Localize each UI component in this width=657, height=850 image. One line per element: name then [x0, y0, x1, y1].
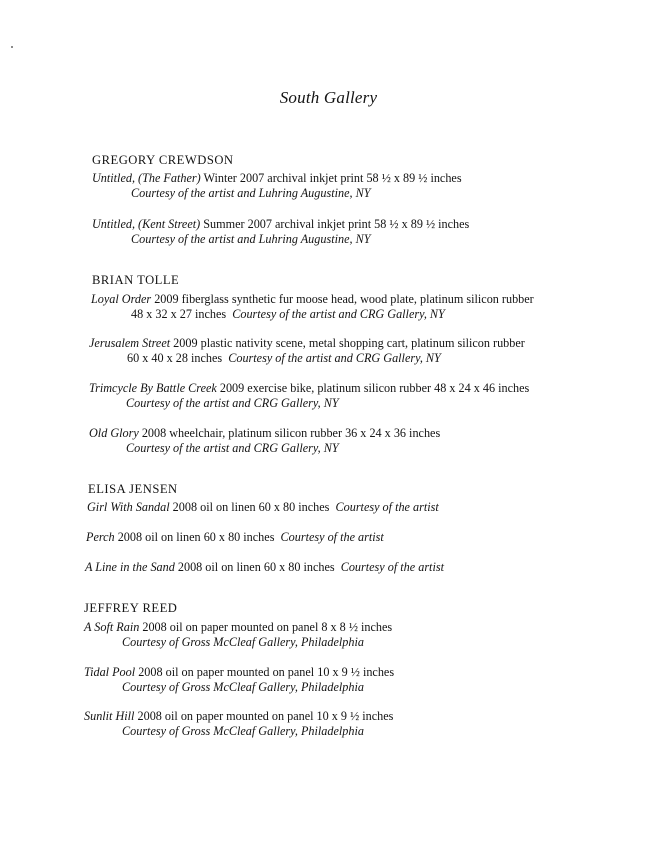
page-title: South Gallery — [279, 88, 378, 107]
artwork-line — [87, 500, 439, 514]
artwork-line-2 — [127, 351, 441, 365]
artwork-dimensions: 60 x 40 x 28 inches — [127, 351, 223, 365]
artwork-title: Perch — [86, 530, 115, 544]
artwork-title: Untitled, (Kent Street) — [92, 217, 201, 231]
artwork-credit: Courtesy of the artist — [335, 500, 439, 514]
artwork-details: 2008 oil on paper mounted on panel 10 x 9 ½ inches — [138, 665, 395, 679]
artwork-details: Summer 2007 archival inkjet print 58 ½ x 89 ½ inches — [203, 217, 470, 231]
artwork-line — [85, 560, 444, 574]
artwork-details: 2009 fiberglass synthetic fur moose head, wood plate, platinum silicon rubber — [154, 292, 534, 306]
artwork-credit: Courtesy of the artist and CRG Gallery, NY — [232, 307, 445, 321]
artwork-line — [84, 620, 392, 634]
scan-speck — [11, 46, 13, 48]
artwork-details: 2008 oil on linen 60 x 80 inches — [177, 560, 335, 574]
artwork-credit: Courtesy of the artist and Luhring Augustine, NY — [131, 186, 371, 200]
artwork-details: 2008 oil on linen 60 x 80 inches — [172, 500, 330, 514]
artwork-details: 2008 oil on linen 60 x 80 inches — [117, 530, 275, 544]
artwork-credit: Courtesy of the artist and Luhring Augustine, NY — [131, 232, 371, 246]
artwork-credit: Courtesy of Gross McCleaf Gallery, Philadelphia — [122, 635, 364, 649]
artwork-credit: Courtesy of the artist and CRG Gallery, NY — [228, 351, 441, 365]
artwork-credit: Courtesy of the artist and CRG Gallery, NY — [126, 441, 339, 455]
artwork-details: 2008 wheelchair, platinum silicon rubber 36 x 24 x 36 inches — [141, 426, 441, 440]
artwork-line — [89, 426, 440, 440]
artwork-title: A Soft Rain — [84, 620, 140, 634]
artwork-line — [84, 709, 393, 723]
artwork-title: A Line in the Sand — [85, 560, 175, 574]
artist-name: BRIAN TOLLE — [92, 273, 180, 287]
artwork-line-2 — [131, 307, 445, 321]
artwork-title: Loyal Order — [91, 292, 152, 306]
artwork-title: Trimcycle By Battle Creek — [89, 381, 217, 395]
artwork-credit: Courtesy of the artist and CRG Gallery, NY — [126, 396, 339, 410]
artwork-credit: Courtesy of Gross McCleaf Gallery, Philadelphia — [122, 724, 364, 738]
artwork-dimensions: 48 x 32 x 27 inches — [131, 307, 227, 321]
artwork-line — [86, 530, 384, 544]
artwork-title: Jerusalem Street — [89, 336, 171, 350]
artwork-line — [84, 665, 394, 679]
artwork-line — [92, 217, 469, 231]
artwork-details: Winter 2007 archival inkjet print 58 ½ x 89 ½ inches — [203, 171, 462, 185]
artwork-title: Tidal Pool — [84, 665, 136, 679]
artwork-title: Old Glory — [89, 426, 139, 440]
artwork-details: 2008 oil on paper mounted on panel 8 x 8 ½ inches — [142, 620, 393, 634]
artwork-details: 2009 plastic nativity scene, metal shopping cart, platinum silicon rubber — [173, 336, 525, 350]
artwork-credit: Courtesy of Gross McCleaf Gallery, Philadelphia — [122, 680, 364, 694]
artwork-line — [89, 381, 529, 395]
artwork-title: Untitled, (The Father) — [92, 171, 201, 185]
artwork-details: 2008 oil on paper mounted on panel 10 x 9 ½ inches — [137, 709, 394, 723]
artist-name: GREGORY CREWDSON — [92, 153, 234, 167]
artwork-line — [89, 336, 525, 350]
artwork-details: 2009 exercise bike, platinum silicon rubber 48 x 24 x 46 inches — [219, 381, 530, 395]
artwork-title: Girl With Sandal — [87, 500, 170, 514]
artwork-credit: Courtesy of the artist — [280, 530, 384, 544]
artist-name: JEFFREY REED — [84, 601, 178, 615]
artwork-line — [92, 171, 462, 185]
artwork-title: Sunlit Hill — [84, 709, 135, 723]
artwork-line — [91, 292, 534, 306]
artist-name: ELISA JENSEN — [88, 482, 178, 496]
artwork-credit: Courtesy of the artist — [340, 560, 444, 574]
